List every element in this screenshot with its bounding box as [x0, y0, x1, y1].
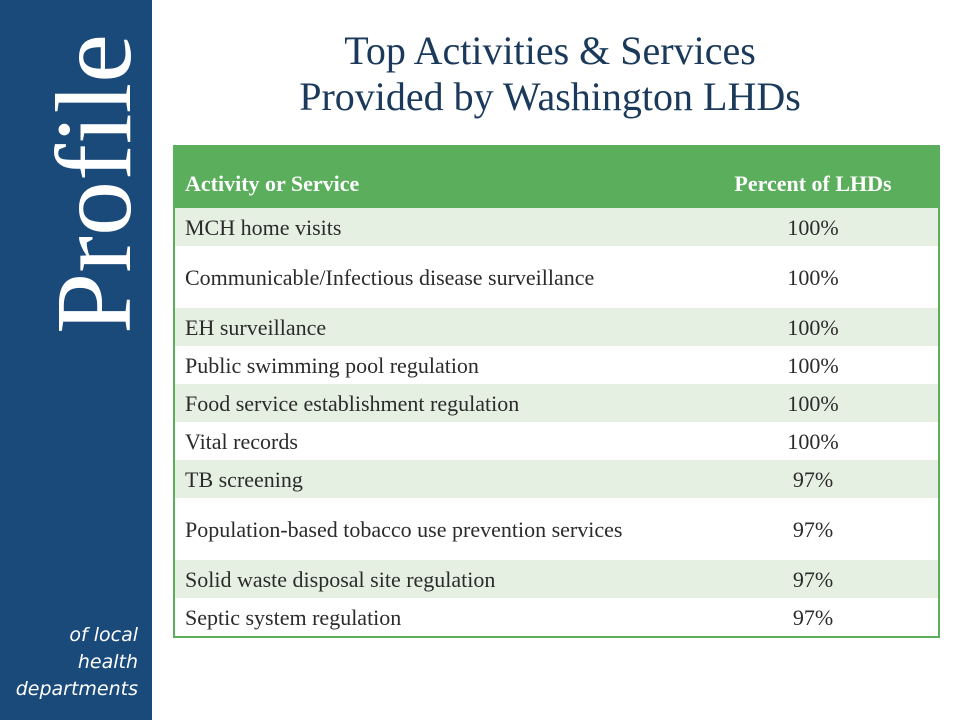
table-row	[174, 384, 939, 422]
activities-table	[173, 145, 940, 638]
percent-cell: 100%	[787, 264, 839, 290]
activity-cell: Septic system regulation	[185, 604, 402, 630]
tagline-line-2: health	[77, 651, 138, 673]
brand-text: Profile	[35, 40, 154, 334]
sidebar	[0, 0, 152, 720]
percent-cell: 97%	[792, 466, 834, 492]
activity-cell: Solid waste disposal site regulation	[185, 566, 496, 592]
activity-cell: Population-based tobacco use prevention services	[185, 516, 623, 542]
header-percent: Percent of LHDs	[734, 170, 892, 196]
percent-cell: 100%	[787, 390, 839, 416]
profile-logo	[35, 22, 154, 342]
table-header-row	[174, 146, 939, 208]
activity-cell: EH surveillance	[185, 314, 327, 340]
activity-cell: Public swimming pool regulation	[185, 352, 479, 378]
activity-cell: TB screening	[185, 466, 303, 492]
tagline-line-3: departments	[15, 678, 138, 700]
percent-cell: 100%	[787, 428, 839, 454]
percent-cell: 97%	[792, 566, 834, 592]
percent-cell: 100%	[787, 314, 839, 340]
table-row	[174, 308, 939, 346]
header-activity: Activity or Service	[185, 170, 360, 196]
activity-cell: Communicable/Infectious disease surveillance	[185, 264, 595, 290]
activity-cell: MCH home visits	[185, 214, 342, 240]
title-line-1: Top Activities & Services	[344, 28, 756, 73]
table-row	[174, 598, 939, 637]
percent-cell: 97%	[792, 604, 834, 630]
percent-cell: 97%	[792, 516, 834, 542]
tagline-line-1: of local	[69, 624, 138, 646]
activity-cell: Food service establishment regulation	[185, 390, 520, 416]
table-row	[174, 346, 939, 384]
table-row	[174, 498, 939, 560]
activity-cell: Vital records	[185, 428, 298, 454]
table-row	[174, 460, 939, 498]
tagline	[0, 622, 138, 703]
table-row	[174, 560, 939, 598]
slide-title	[190, 28, 910, 120]
table-row	[174, 246, 939, 308]
table-row	[174, 208, 939, 246]
percent-cell: 100%	[787, 214, 839, 240]
title-line-2: Provided by Washington LHDs	[299, 74, 801, 119]
table-row	[174, 422, 939, 460]
percent-cell: 100%	[787, 352, 839, 378]
